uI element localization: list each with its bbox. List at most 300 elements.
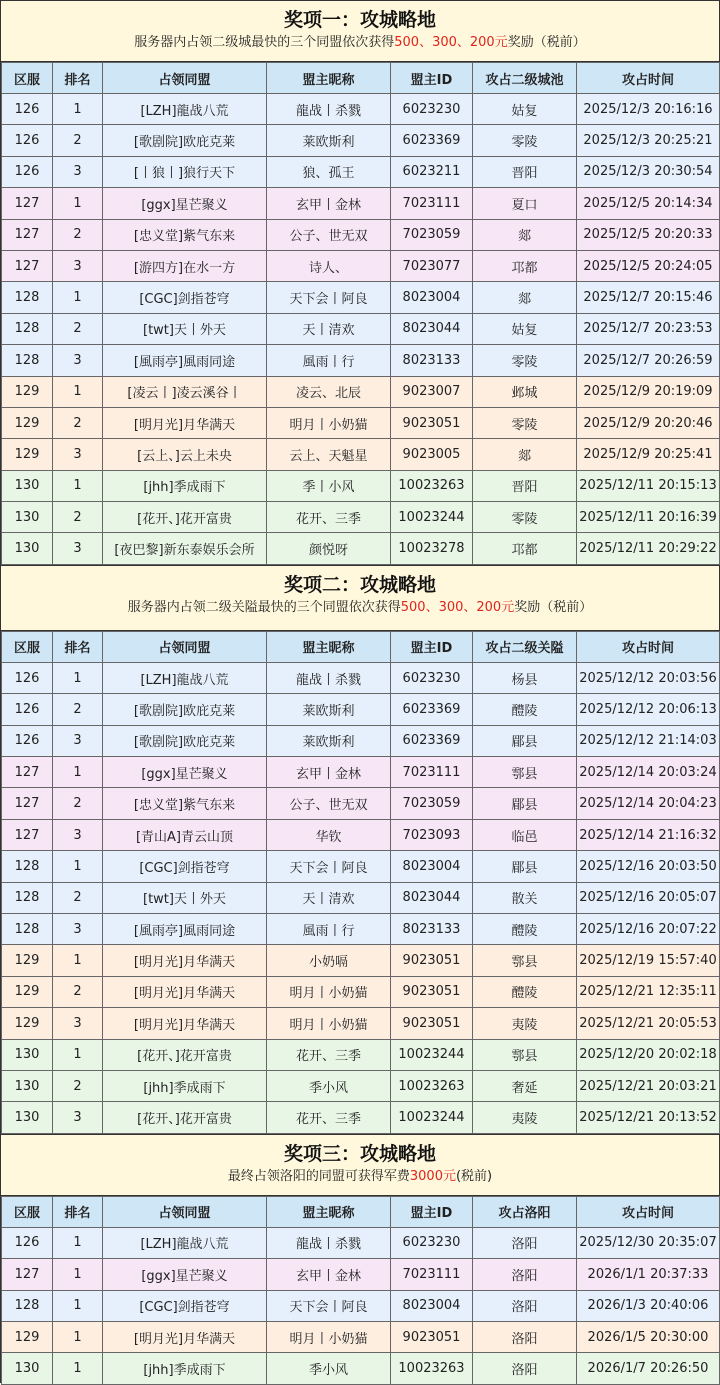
- time-cell: 2025/12/19 15:57:40: [577, 945, 720, 976]
- target-cell: 醴陵: [473, 913, 577, 944]
- table-row: [2, 945, 720, 976]
- target-cell: 邛都: [473, 533, 577, 564]
- alliance-cell: [LZH]龍战八荒: [103, 94, 267, 125]
- rank-cell: 2: [53, 125, 103, 156]
- time-cell: 2025/12/7 20:23:53: [577, 313, 720, 344]
- rank-cell: 1: [53, 1039, 103, 1070]
- server-cell: 130: [2, 502, 53, 533]
- rank-cell: 3: [53, 156, 103, 187]
- time-cell: 2025/12/14 21:16:32: [577, 819, 720, 850]
- target-cell: 醴陵: [473, 694, 577, 725]
- alliance-cell: [明月光]月华满天: [103, 1321, 267, 1352]
- table-row: [2, 250, 720, 281]
- target-cell: 郯: [473, 219, 577, 250]
- time-cell: 2026/1/7 20:26:50: [577, 1353, 720, 1384]
- table-row: [2, 376, 720, 407]
- leader-name-cell: 花开、三季: [267, 502, 391, 533]
- column-header: 占领同盟: [103, 1196, 267, 1227]
- target-cell: 鄠县: [473, 757, 577, 788]
- time-cell: 2025/12/21 20:03:21: [577, 1070, 720, 1101]
- section-title: 奖项一：攻城略地: [283, 9, 436, 31]
- alliance-cell: [忠义堂]紫气东来: [103, 788, 267, 819]
- leader-id-cell: 8023044: [391, 313, 473, 344]
- server-cell: 126: [2, 156, 53, 187]
- leader-name-cell: 玄甲丨金林: [267, 757, 391, 788]
- server-cell: 126: [2, 1227, 53, 1258]
- alliance-cell: [夜巴黎]新东泰娱乐会所: [103, 533, 267, 564]
- server-cell: 129: [2, 407, 53, 438]
- alliance-cell: [忠义堂]紫气东来: [103, 219, 267, 250]
- alliance-cell: [明月光]月华满天: [103, 976, 267, 1007]
- leader-id-cell: 8023133: [391, 913, 473, 944]
- rank-cell: 3: [53, 345, 103, 376]
- server-cell: 129: [2, 439, 53, 470]
- rank-cell: 1: [53, 1259, 103, 1290]
- alliance-cell: [CGC]剑指苍穹: [103, 282, 267, 313]
- time-cell: 2025/12/7 20:15:46: [577, 282, 720, 313]
- table-row: [2, 882, 720, 913]
- time-cell: 2025/12/3 20:25:21: [577, 125, 720, 156]
- time-cell: 2025/12/9 20:19:09: [577, 376, 720, 407]
- target-cell: 散关: [473, 882, 577, 913]
- leader-name-cell: 玄甲丨金林: [267, 1259, 391, 1290]
- alliance-cell: [花开、]花开富贵: [103, 1039, 267, 1070]
- time-cell: 2026/1/1 20:37:33: [577, 1259, 720, 1290]
- server-cell: 130: [2, 1353, 53, 1384]
- leader-id-cell: 7023111: [391, 757, 473, 788]
- rank-cell: 1: [53, 282, 103, 313]
- leader-name-cell: 風雨丨行: [267, 345, 391, 376]
- rank-cell: 1: [53, 376, 103, 407]
- leader-name-cell: 公子、世无双: [267, 219, 391, 250]
- target-cell: 洛阳: [473, 1290, 577, 1321]
- table-row: [2, 94, 720, 125]
- target-cell: 洛阳: [473, 1259, 577, 1290]
- alliance-cell: [jhh]季成雨下: [103, 1353, 267, 1384]
- table-row: [2, 219, 720, 250]
- server-cell: 127: [2, 219, 53, 250]
- leader-name-cell: 诗人、: [267, 250, 391, 281]
- alliance-cell: [凌云丨]凌云溪谷丨: [103, 376, 267, 407]
- leader-name-cell: 颜悦呀: [267, 533, 391, 564]
- target-cell: 杨县: [473, 662, 577, 693]
- leader-id-cell: 9023051: [391, 1321, 473, 1352]
- leader-id-cell: 9023051: [391, 1008, 473, 1039]
- section-title: 奖项三：攻城略地: [283, 1142, 436, 1165]
- server-cell: 126: [2, 694, 53, 725]
- leader-id-cell: 9023051: [391, 945, 473, 976]
- server-cell: 127: [2, 819, 53, 850]
- target-cell: 零陵: [473, 345, 577, 376]
- server-cell: 130: [2, 1102, 53, 1133]
- leader-name-cell: 天丨清欢: [267, 313, 391, 344]
- time-cell: 2025/12/20 20:02:18: [577, 1039, 720, 1070]
- column-header: 区服: [2, 63, 53, 94]
- rank-cell: 1: [53, 1227, 103, 1258]
- server-cell: 126: [2, 662, 53, 693]
- server-cell: 126: [2, 125, 53, 156]
- target-cell: 晋阳: [473, 470, 577, 501]
- column-header: 攻占时间: [577, 63, 720, 94]
- alliance-cell: [jhh]季成雨下: [103, 1070, 267, 1101]
- ranking-table-3: [1, 1196, 720, 1385]
- leader-name-cell: 季小风: [267, 1070, 391, 1101]
- column-header: 攻占二级城池: [473, 63, 577, 94]
- target-cell: 洛阳: [473, 1227, 577, 1258]
- leader-name-cell: 小奶嗝: [267, 945, 391, 976]
- leader-id-cell: 10023244: [391, 502, 473, 533]
- leader-name-cell: 季小风: [267, 1353, 391, 1384]
- rank-cell: 1: [53, 470, 103, 501]
- alliance-cell: [ggx]星芒聚义: [103, 188, 267, 219]
- alliance-cell: [丨狼丨]狼行天下: [103, 156, 267, 187]
- rank-cell: 3: [53, 1008, 103, 1039]
- leader-id-cell: 10023263: [391, 1070, 473, 1101]
- table-row: [2, 313, 720, 344]
- rank-cell: 3: [53, 913, 103, 944]
- section-subtitle: 服务器内占领二级关隘最快的三个同盟依次获得500、300、200元奖励（税前）: [127, 599, 593, 615]
- server-cell: 128: [2, 882, 53, 913]
- leader-id-cell: 10023278: [391, 533, 473, 564]
- table-row: [2, 345, 720, 376]
- table-row: [2, 757, 720, 788]
- leader-name-cell: 明月丨小奶猫: [267, 976, 391, 1007]
- alliance-cell: [jhh]季成雨下: [103, 470, 267, 501]
- leader-id-cell: 9023005: [391, 439, 473, 470]
- leader-id-cell: 8023044: [391, 882, 473, 913]
- leader-id-cell: 7023059: [391, 788, 473, 819]
- time-cell: 2025/12/11 20:29:22: [577, 533, 720, 564]
- time-cell: 2025/12/21 20:05:53: [577, 1008, 720, 1039]
- time-cell: 2025/12/16 20:05:07: [577, 882, 720, 913]
- target-cell: 夷陵: [473, 1008, 577, 1039]
- rank-cell: 2: [53, 1070, 103, 1101]
- leader-name-cell: 莱欧斯利: [267, 725, 391, 756]
- leader-id-cell: 6023369: [391, 125, 473, 156]
- target-cell: 夷陵: [473, 1102, 577, 1133]
- rank-cell: 3: [53, 533, 103, 564]
- alliance-cell: [twt]天丨外天: [103, 882, 267, 913]
- leader-name-cell: 公子、世无双: [267, 788, 391, 819]
- column-header: 盟主昵称: [267, 63, 391, 94]
- alliance-cell: [歌剧院]欧庇克莱: [103, 694, 267, 725]
- alliance-cell: [風雨亭]風雨同途: [103, 345, 267, 376]
- time-cell: 2025/12/5 20:24:05: [577, 250, 720, 281]
- leader-name-cell: 花开、三季: [267, 1102, 391, 1133]
- alliance-cell: [花开、]花开富贵: [103, 1102, 267, 1133]
- leader-name-cell: 天下会丨阿良: [267, 1290, 391, 1321]
- time-cell: 2025/12/5 20:14:34: [577, 188, 720, 219]
- alliance-cell: [CGC]剑指苍穹: [103, 1290, 267, 1321]
- section-header-1: [1, 1, 719, 62]
- alliance-cell: [明月光]月华满天: [103, 1008, 267, 1039]
- rank-cell: 1: [53, 1321, 103, 1352]
- leader-id-cell: 8023004: [391, 851, 473, 882]
- leader-id-cell: 10023244: [391, 1102, 473, 1133]
- table-row: [2, 533, 720, 564]
- rank-cell: 1: [53, 757, 103, 788]
- rank-cell: 3: [53, 1102, 103, 1133]
- time-cell: 2025/12/12 21:14:03: [577, 725, 720, 756]
- alliance-cell: [LZH]龍战八荒: [103, 662, 267, 693]
- table-header-row: [2, 1196, 720, 1227]
- server-cell: 127: [2, 757, 53, 788]
- reward-amount: 3000元: [409, 1168, 456, 1184]
- time-cell: 2025/12/11 20:15:13: [577, 470, 720, 501]
- leader-name-cell: 华钦: [267, 819, 391, 850]
- section-subtitle: 最终占领洛阳的同盟可获得军费3000元(税前): [227, 1168, 493, 1184]
- column-header: 区服: [2, 631, 53, 662]
- leader-id-cell: 7023059: [391, 219, 473, 250]
- column-header: 攻占时间: [577, 631, 720, 662]
- leader-id-cell: 6023230: [391, 1227, 473, 1258]
- leader-id-cell: 7023111: [391, 188, 473, 219]
- time-cell: 2025/12/14 20:03:24: [577, 757, 720, 788]
- column-header: 盟主昵称: [267, 631, 391, 662]
- target-cell: 郿县: [473, 851, 577, 882]
- rank-cell: 3: [53, 250, 103, 281]
- leader-id-cell: 7023077: [391, 250, 473, 281]
- leader-id-cell: 9023051: [391, 407, 473, 438]
- leader-name-cell: 龍战丨杀戮: [267, 662, 391, 693]
- time-cell: 2025/12/5 20:20:33: [577, 219, 720, 250]
- column-header: 排名: [53, 1196, 103, 1227]
- target-cell: 姑复: [473, 313, 577, 344]
- rank-cell: 1: [53, 662, 103, 693]
- leader-id-cell: 7023093: [391, 819, 473, 850]
- column-header: 占领同盟: [103, 63, 267, 94]
- leader-name-cell: 花开、三季: [267, 1039, 391, 1070]
- table-row: [2, 188, 720, 219]
- time-cell: 2025/12/12 20:06:13: [577, 694, 720, 725]
- rank-cell: 2: [53, 882, 103, 913]
- server-cell: 127: [2, 250, 53, 281]
- table-row: [2, 470, 720, 501]
- table-row: [2, 407, 720, 438]
- table-row: [2, 156, 720, 187]
- alliance-cell: [ggx]星芒聚义: [103, 757, 267, 788]
- alliance-cell: [云上、]云上未央: [103, 439, 267, 470]
- leader-id-cell: 6023369: [391, 694, 473, 725]
- table-row: [2, 1259, 720, 1290]
- table-row: [2, 1290, 720, 1321]
- leader-name-cell: 狼、孤王: [267, 156, 391, 187]
- leader-name-cell: 明月丨小奶猫: [267, 1321, 391, 1352]
- time-cell: 2025/12/16 20:07:22: [577, 913, 720, 944]
- table-row: [2, 788, 720, 819]
- table-row: [2, 1070, 720, 1101]
- time-cell: 2025/12/30 20:35:07: [577, 1227, 720, 1258]
- column-header: 盟主ID: [391, 631, 473, 662]
- target-cell: 鄠县: [473, 1039, 577, 1070]
- server-cell: 128: [2, 282, 53, 313]
- time-cell: 2025/12/12 20:03:56: [577, 662, 720, 693]
- rank-cell: 2: [53, 407, 103, 438]
- column-header: 排名: [53, 631, 103, 662]
- table-row: [2, 1039, 720, 1070]
- time-cell: 2025/12/9 20:20:46: [577, 407, 720, 438]
- column-header: 盟主昵称: [267, 1196, 391, 1227]
- server-cell: 126: [2, 725, 53, 756]
- server-cell: 130: [2, 470, 53, 501]
- alliance-cell: [LZH]龍战八荒: [103, 1227, 267, 1258]
- column-header: 盟主ID: [391, 1196, 473, 1227]
- alliance-cell: [twt]天丨外天: [103, 313, 267, 344]
- table-row: [2, 1353, 720, 1384]
- server-cell: 128: [2, 913, 53, 944]
- server-cell: 127: [2, 188, 53, 219]
- time-cell: 2025/12/7 20:26:59: [577, 345, 720, 376]
- leader-name-cell: 龍战丨杀戮: [267, 94, 391, 125]
- rank-cell: 1: [53, 188, 103, 219]
- leader-id-cell: 10023263: [391, 470, 473, 501]
- leader-name-cell: 玄甲丨金林: [267, 188, 391, 219]
- table-row: [2, 913, 720, 944]
- server-cell: 126: [2, 94, 53, 125]
- column-header: 排名: [53, 63, 103, 94]
- leader-name-cell: 莱欧斯利: [267, 694, 391, 725]
- table-row: [2, 662, 720, 693]
- table-row: [2, 694, 720, 725]
- leader-id-cell: 8023004: [391, 282, 473, 313]
- rank-cell: 1: [53, 1353, 103, 1384]
- time-cell: 2025/12/16 20:03:50: [577, 851, 720, 882]
- section-header-2: [1, 565, 719, 631]
- section-title: 奖项二：攻城略地: [283, 573, 436, 596]
- target-cell: 姑复: [473, 94, 577, 125]
- server-cell: 129: [2, 976, 53, 1007]
- target-cell: 临邑: [473, 819, 577, 850]
- leader-name-cell: 天丨清欢: [267, 882, 391, 913]
- column-header: 攻占二级关隘: [473, 631, 577, 662]
- table-row: [2, 851, 720, 882]
- leader-id-cell: 6023211: [391, 156, 473, 187]
- leader-name-cell: 莱欧斯利: [267, 125, 391, 156]
- leader-id-cell: 10023263: [391, 1353, 473, 1384]
- server-cell: 127: [2, 1259, 53, 1290]
- alliance-cell: [游四方]在水一方: [103, 250, 267, 281]
- rank-cell: 3: [53, 725, 103, 756]
- column-header: 区服: [2, 1196, 53, 1227]
- reward-amount: 500、300、200元: [394, 35, 508, 50]
- column-header: 攻占时间: [577, 1196, 720, 1227]
- alliance-cell: [CGC]剑指苍穹: [103, 851, 267, 882]
- server-cell: 128: [2, 345, 53, 376]
- section-subtitle: 服务器内占领二级城最快的三个同盟依次获得500、300、200元奖励（税前）: [134, 35, 586, 50]
- rank-cell: 2: [53, 788, 103, 819]
- time-cell: 2025/12/3 20:30:54: [577, 156, 720, 187]
- server-cell: 129: [2, 1008, 53, 1039]
- target-cell: 夏口: [473, 188, 577, 219]
- server-cell: 127: [2, 788, 53, 819]
- alliance-cell: [風雨亭]風雨同途: [103, 913, 267, 944]
- time-cell: 2025/12/14 20:04:23: [577, 788, 720, 819]
- table-row: [2, 439, 720, 470]
- leader-name-cell: 天下会丨阿良: [267, 282, 391, 313]
- leader-id-cell: 9023007: [391, 376, 473, 407]
- target-cell: 鄠县: [473, 945, 577, 976]
- time-cell: 2025/12/9 20:25:41: [577, 439, 720, 470]
- time-cell: 2025/12/21 20:13:52: [577, 1102, 720, 1133]
- rank-cell: 2: [53, 219, 103, 250]
- leader-id-cell: 6023230: [391, 662, 473, 693]
- target-cell: 醴陵: [473, 976, 577, 1007]
- table-row: [2, 1321, 720, 1352]
- time-cell: 2025/12/11 20:16:39: [577, 502, 720, 533]
- target-cell: 零陵: [473, 502, 577, 533]
- table-row: [2, 1102, 720, 1133]
- alliance-cell: [歌剧院]欧庇克莱: [103, 725, 267, 756]
- server-cell: 130: [2, 1039, 53, 1070]
- rank-cell: 1: [53, 851, 103, 882]
- leader-name-cell: 凌云、北辰: [267, 376, 391, 407]
- time-cell: 2026/1/3 20:40:06: [577, 1290, 720, 1321]
- table-row: [2, 1008, 720, 1039]
- leader-id-cell: 9023051: [391, 976, 473, 1007]
- leader-name-cell: 季丨小风: [267, 470, 391, 501]
- alliance-cell: [青山A]青云山顶: [103, 819, 267, 850]
- table-row: [2, 502, 720, 533]
- target-cell: 洛阳: [473, 1353, 577, 1384]
- time-cell: 2025/12/21 12:35:11: [577, 976, 720, 1007]
- leader-id-cell: 7023111: [391, 1259, 473, 1290]
- leader-name-cell: 云上、天魁星: [267, 439, 391, 470]
- server-cell: 130: [2, 533, 53, 564]
- table-row: [2, 125, 720, 156]
- time-cell: 2026/1/5 20:30:00: [577, 1321, 720, 1352]
- rank-cell: 3: [53, 439, 103, 470]
- target-cell: 郿县: [473, 725, 577, 756]
- leader-id-cell: 6023369: [391, 725, 473, 756]
- target-cell: 郯: [473, 282, 577, 313]
- section-header-3: [1, 1134, 719, 1196]
- target-cell: 晋阳: [473, 156, 577, 187]
- leader-name-cell: 風雨丨行: [267, 913, 391, 944]
- column-header: 攻占洛阳: [473, 1196, 577, 1227]
- server-cell: 129: [2, 1321, 53, 1352]
- leader-id-cell: 8023133: [391, 345, 473, 376]
- time-cell: 2025/12/3 20:16:16: [577, 94, 720, 125]
- leader-name-cell: 明月丨小奶猫: [267, 1008, 391, 1039]
- target-cell: 郿县: [473, 788, 577, 819]
- leader-id-cell: 10023244: [391, 1039, 473, 1070]
- reward-amount: 500、300、200元: [400, 599, 515, 615]
- alliance-cell: [明月光]月华满天: [103, 407, 267, 438]
- table-row: [2, 725, 720, 756]
- table-row: [2, 1227, 720, 1258]
- target-cell: 零陵: [473, 407, 577, 438]
- table-header-row: [2, 631, 720, 662]
- server-cell: 130: [2, 1070, 53, 1101]
- leader-id-cell: 8023004: [391, 1290, 473, 1321]
- rank-cell: 3: [53, 819, 103, 850]
- ranking-table-2: [1, 631, 720, 1134]
- server-cell: 129: [2, 376, 53, 407]
- leader-id-cell: 6023230: [391, 94, 473, 125]
- rank-cell: 1: [53, 1290, 103, 1321]
- leader-name-cell: 天下会丨阿良: [267, 851, 391, 882]
- target-cell: 洛阳: [473, 1321, 577, 1352]
- alliance-cell: [ggx]星芒聚义: [103, 1259, 267, 1290]
- rank-cell: 2: [53, 313, 103, 344]
- table-header-row: [2, 63, 720, 94]
- rank-cell: 2: [53, 976, 103, 1007]
- leader-name-cell: 明月丨小奶猫: [267, 407, 391, 438]
- rank-cell: 2: [53, 502, 103, 533]
- column-header: 占领同盟: [103, 631, 267, 662]
- target-cell: 奢延: [473, 1070, 577, 1101]
- column-header: 盟主ID: [391, 63, 473, 94]
